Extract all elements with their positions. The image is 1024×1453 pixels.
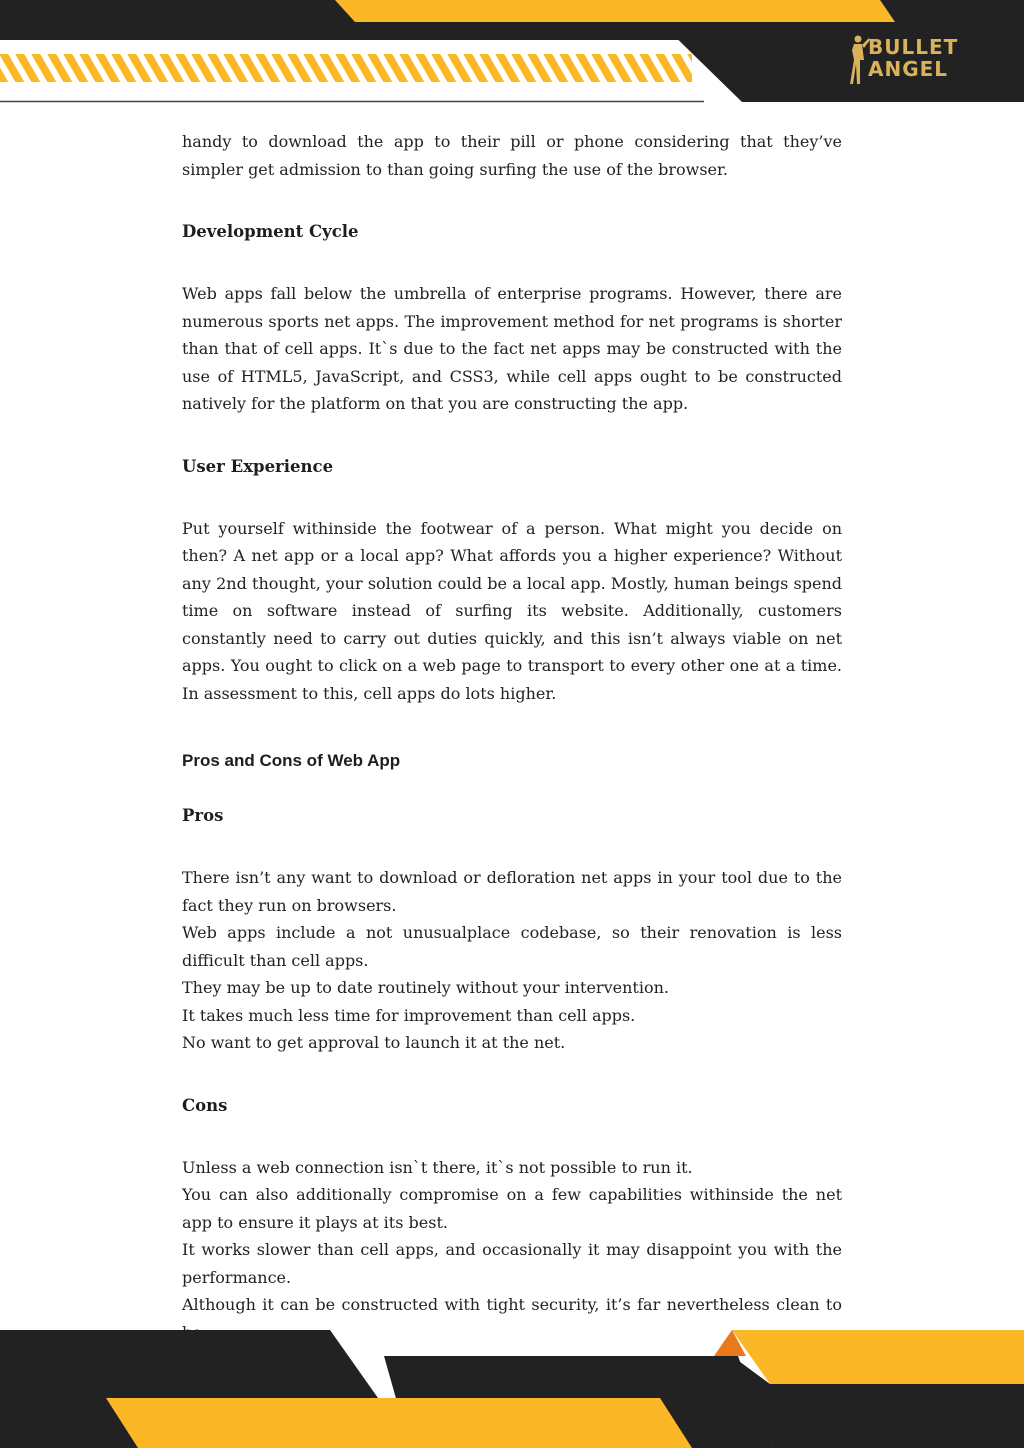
header-banner [0,0,1024,110]
intro-paragraph: handy to download the app to their pill or phone considering that they’ve simpler get admission to than going surfing the use of the browser. [182,132,842,179]
cons-item: Although it can be constructed with tight security, it’s far nevertheless clean to [182,1295,842,1314]
cons-list [182,1154,842,1347]
pros-item: Web apps include a not unusualplace codebase, so their renovation is less difficult than cell apps. [182,923,842,970]
development-paragraph: Web apps fall below the umbrella of enterprise programs. However, there are numerous sports net apps. The improvement method for net programs is shorter than that of cell apps. It`s due to the fact net apps may be constructed with the use of HTML5, JavaScript, and CSS3, while cell apps ought to be constructed natively for the platform on that you are constructing the app. [182,284,842,413]
cons-item: Unless a web connection isn`t there, it`s not possible to run it. [182,1157,693,1177]
footer-banner [0,1328,1024,1448]
pros-item: They may be up to date routinely without your intervention. [182,978,669,997]
heading-user-experience: User Experience [182,456,334,476]
cons-item: It works slower than cell apps, and occasionally it may disappoint you with the performance. [182,1240,842,1287]
user-experience-paragraph: Put yourself withinside the footwear of a person. What might you decide on then? A net app or a local app? What affords you a higher experience? Without any 2nd thought, your solution could be a local app. Mostly, human beings spend time on software instead of surfing its website. Additionally, customers constantly need to carry out duties quickly, and this isn’t always viable on net apps. You ought to click on a web page to transport to every other one at a time. In assessment to this, cell apps do lots higher. [182,518,842,703]
pros-list [182,864,842,1057]
logo-line-2: ANGEL [868,57,949,81]
footer-graphic [0,1328,1024,1448]
heading-pros: Pros [182,806,224,825]
document-body [182,128,842,1346]
logo-wordmark [868,36,958,80]
logo-line-1: BULLET [868,35,959,59]
heading-pros-and-cons: Pros and Cons of Web App [182,751,401,770]
pros-item: There isn’t any want to download or defloration net apps in your tool due to the fact they run on browsers. [182,868,842,915]
heading-development-cycle: Development Cycle [182,222,359,241]
angel-figure-icon [848,34,870,86]
pros-item: It takes much less time for improvement than cell apps. [182,1005,636,1025]
cons-item: You can also additionally compromise on a few capabilities withinside the net app to ensure it plays at its best. [182,1185,842,1232]
bullet-angel-logo [848,34,973,86]
heading-cons: Cons [182,1095,228,1115]
pros-item: No want to get approval to launch it at the net. [182,1033,566,1052]
